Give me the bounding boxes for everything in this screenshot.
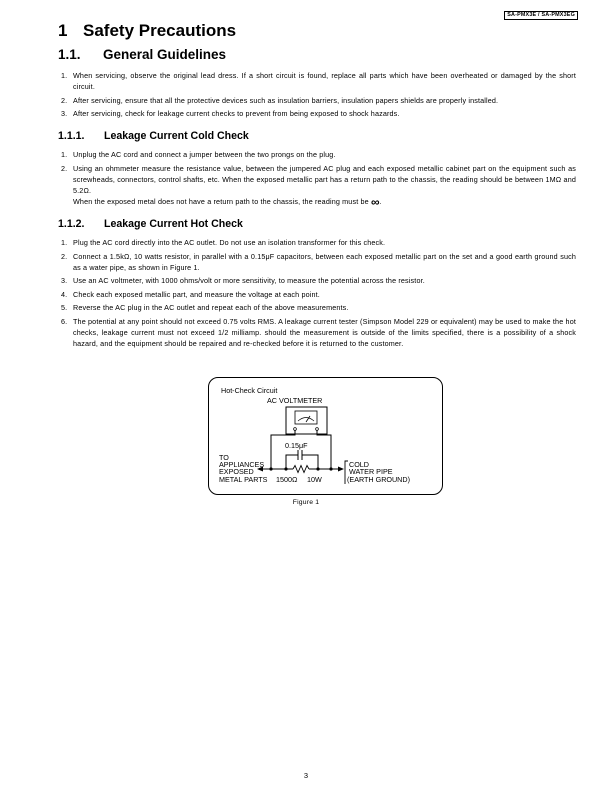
list-item-number: 1. xyxy=(61,150,68,159)
capacitor-wire-left xyxy=(286,455,298,469)
figure-caption: Figure 1 xyxy=(292,499,320,506)
hot-check-number: 1.1.2. xyxy=(58,218,85,230)
general-guidelines-title: General Guidelines xyxy=(103,47,227,62)
list-item-text: Reverse the AC plug in the AC outlet and repeat each of the above measurements. xyxy=(73,303,349,313)
list-item-number: 3. xyxy=(61,109,68,119)
circuit-diagram xyxy=(209,378,442,494)
watt-label: 10W xyxy=(307,475,322,484)
cold-check-number: 1.1.1. xyxy=(58,130,85,142)
cold-check-list xyxy=(58,149,576,210)
left-label-appliances: APPLIANCES xyxy=(219,460,265,469)
section-title-text: Safety Precautions xyxy=(83,21,237,40)
list-item-number: 1. xyxy=(61,71,68,80)
list-item-number: 5. xyxy=(61,303,68,313)
list-item-text: Use an AC voltmeter, with 1000 ohms/volt or more sensitivity, to measure the potential across the resistor. xyxy=(73,276,425,286)
list-item xyxy=(58,302,576,313)
left-label-metal-parts: METAL PARTS xyxy=(219,475,268,484)
list-item-text: After servicing, check for leakage current checks to prevent from being exposed to shock hazards. xyxy=(73,109,400,119)
left-label-exposed: EXPOSED xyxy=(219,467,254,476)
resistor-label: 1500Ω xyxy=(276,475,298,484)
list-item xyxy=(58,237,576,248)
list-item xyxy=(58,108,576,119)
cold-check-title: Leakage Current Cold Check xyxy=(104,130,249,142)
list-item xyxy=(58,316,576,349)
section-number: 1 xyxy=(58,21,68,40)
cold-check-heading xyxy=(58,130,249,143)
circuit-title: Hot-Check Circuit xyxy=(221,386,278,395)
junction-dot-icon xyxy=(329,467,332,470)
resistor-icon xyxy=(293,466,309,473)
list-item-number: 1. xyxy=(61,238,68,247)
capacitor-wire-right xyxy=(302,455,318,469)
general-guidelines-list xyxy=(58,70,576,122)
list-item xyxy=(58,95,576,106)
hot-check-list xyxy=(58,237,576,352)
list-item-note xyxy=(58,196,576,208)
hot-check-heading xyxy=(58,218,243,231)
list-item-number: 3. xyxy=(61,276,68,286)
capacitor-label: 0.15μF xyxy=(285,441,308,450)
list-item-text: When servicing, observe the original lead dress. If a short circuit is found, replace all parts which have been overheated or damaged by the short circuit. xyxy=(73,71,576,91)
list-item-text: After servicing, ensure that all the protective devices such as insulation barriers, insulation papers shields are properly installed. xyxy=(73,95,499,105)
meter-needle-icon xyxy=(306,416,310,422)
hot-check-title: Leakage Current Hot Check xyxy=(104,218,243,230)
left-label-to: TO xyxy=(219,453,229,462)
list-item xyxy=(58,149,576,160)
arrow-right-icon xyxy=(338,467,344,472)
page-number: 3 xyxy=(303,771,309,780)
list-item xyxy=(58,275,576,286)
list-item-number: 6. xyxy=(61,316,68,326)
hot-check-circuit-figure xyxy=(208,377,443,495)
model-tag: SA-PMX3E / SA-PMX3EG xyxy=(504,11,578,20)
list-item xyxy=(58,70,576,92)
list-item-text: Unplug the AC cord and connect a jumper between the two prongs on the plug. xyxy=(73,150,336,159)
cold-check-note: When the exposed metal does not have a return path to the chassis, the reading must be xyxy=(73,196,369,206)
infinity-symbol: ∞ xyxy=(370,194,380,209)
section-title xyxy=(58,20,236,42)
list-item-text: Check each exposed metallic part, and measure the voltage at each point. xyxy=(73,289,320,299)
list-item xyxy=(58,163,576,196)
voltmeter-label: AC VOLTMETER xyxy=(267,396,323,405)
general-guidelines-heading xyxy=(58,47,226,63)
terminal-right-icon xyxy=(316,428,319,431)
list-item-number: 2. xyxy=(61,251,68,261)
list-item-text: Using an ohmmeter measure the resistance value, between the jumpered AC plug and each exposed metallic cabinet part on the equipment such as screwheads, connectors, control shafts, etc. When the exposed metallic part has a return path to the chassis, the reading should be between 1MΩ and 5.2Ω. xyxy=(73,163,576,195)
right-label-cold: COLD xyxy=(349,460,369,469)
list-item-number: 4. xyxy=(61,289,68,299)
right-label-earth-ground: (EARTH GROUND) xyxy=(347,475,410,484)
meter-lead-right xyxy=(317,431,331,470)
meter-scale-icon xyxy=(298,418,314,422)
list-item xyxy=(58,251,576,273)
junction-dot-icon xyxy=(284,467,287,470)
list-item-text: Connect a 1.5kΩ, 10 watts resistor, in parallel with a 0.15μF capacitors, between each exposed metallic part on the set and a good earth ground such as a water pipe, as shown in Figure 1. xyxy=(73,251,576,272)
terminal-left-icon xyxy=(294,428,297,431)
note-period: . xyxy=(379,196,382,206)
list-item xyxy=(58,289,576,300)
list-item-text: Plug the AC cord directly into the AC outlet. Do not use an isolation transformer for this check. xyxy=(73,238,386,247)
general-guidelines-number: 1.1. xyxy=(58,47,81,62)
list-item-number: 2. xyxy=(61,163,68,173)
right-label-water-pipe: WATER PIPE xyxy=(349,467,393,476)
junction-dot-icon xyxy=(269,467,272,470)
list-item-text: The potential at any point should not exceed 0.75 volts RMS. A leakage current tester (Simpson Model 229 or equivalent) may be used to make the hot checks, leakage current must not exceed 1/2 milliamp. should the measurement is outside of the limits specified, there is a possibility of a shock hazard, and the equipment should be repaired and re-checked before it is returned to the customer. xyxy=(73,316,576,348)
list-item-number: 2. xyxy=(61,95,68,105)
junction-dot-icon xyxy=(316,467,319,470)
